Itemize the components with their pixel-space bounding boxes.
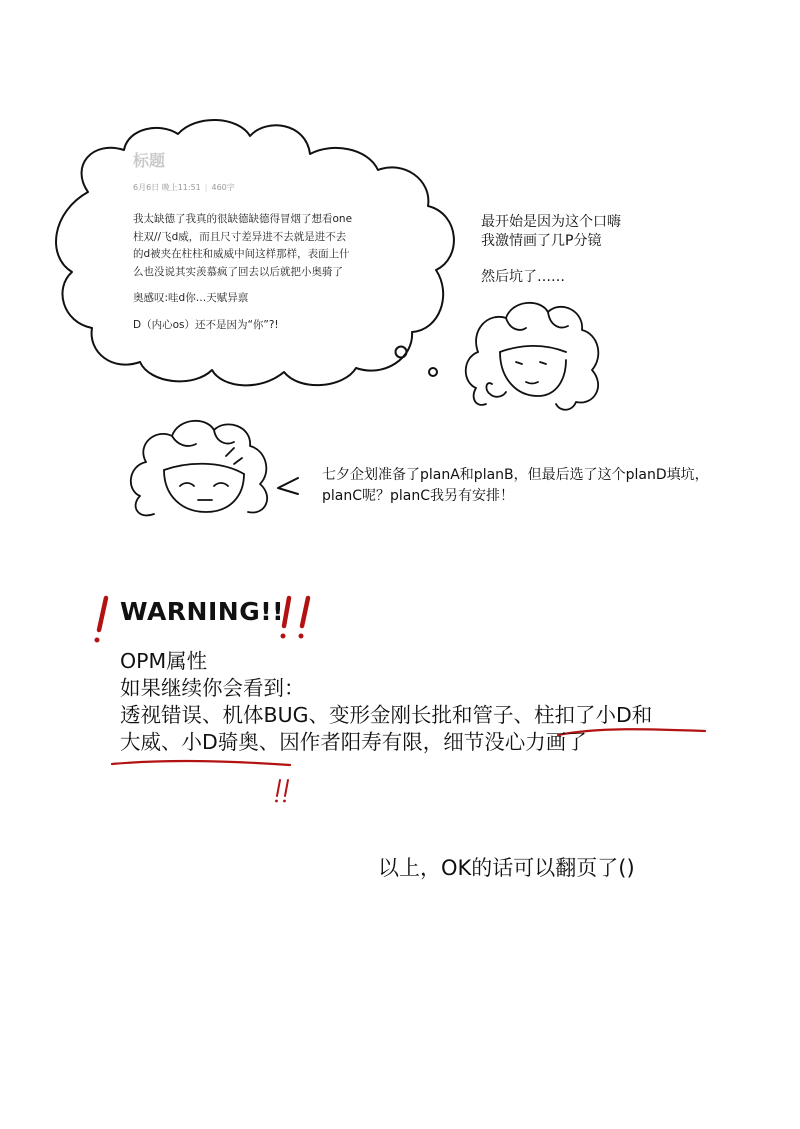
red-exclamation-small: [275, 780, 288, 802]
note-title: 标题: [133, 151, 166, 170]
note-line: 的d被夹在柱柱和威威中间这样那样，表面上什: [133, 248, 350, 260]
thought-bubble-dot-small: [429, 368, 437, 376]
red-underline-line4: [112, 761, 290, 765]
thought-bubble-dot-large: [396, 347, 407, 358]
side-note-line: 然后坑了……: [481, 269, 565, 285]
red-exclamation-left: [95, 598, 107, 643]
note-line-d: D（内心os）还不是因为“你”?!: [133, 318, 279, 331]
note-line: 我太缺德了我真的很缺德缺德得冒烟了想看one: [133, 213, 353, 225]
side-note-line: 最开始是因为这个口嗨: [481, 214, 621, 230]
note-meta: [133, 182, 235, 193]
note-paragraph-main: [133, 211, 393, 281]
chibi-thinking-doodle: [466, 303, 599, 410]
note-word-count: 460字: [211, 183, 235, 192]
chibi-sleepy-doodle: [131, 421, 267, 516]
note-line: 柱双//飞d威，而且尺寸差异进不去就是进不去: [133, 230, 347, 243]
warning-line: 大威、小D骑奥、因作者阳寿有限，细节没心力画了: [120, 730, 587, 754]
side-note: [481, 213, 621, 287]
plan-note: [322, 465, 709, 507]
warning-line: OPM属性: [120, 649, 208, 673]
side-note-line: 我激情画了几P分镜: [481, 233, 602, 249]
note-line-ao: 奥感叹:哇d你…天赋异禀: [133, 292, 249, 304]
warning-heading: WARNING!!: [120, 597, 285, 626]
plan-note-line: 七夕企划准备了planA和planB，但最后选了这个planD填坑，: [322, 467, 709, 483]
closing-text: 以上，OK的话可以翻页了(): [378, 856, 635, 880]
warning-line: 透视错误、机体BUG、变形金刚长批和管子、柱扣了小D和: [120, 703, 653, 727]
warning-line: 如果继续你会看到：: [120, 676, 305, 700]
note-line: 么也没说其实羡慕疯了回去以后就把小奥骑了: [133, 265, 343, 278]
note-body: [133, 211, 393, 334]
speech-pointer-mark: [278, 478, 298, 494]
note-date: 6月6日 晚上11:51: [133, 183, 201, 192]
plan-note-line: planC呢？planC我另有安排！: [322, 488, 515, 504]
warning-body: [120, 648, 652, 756]
note-meta-separator: |: [204, 183, 208, 192]
red-exclamation-right-pair: [281, 598, 309, 639]
